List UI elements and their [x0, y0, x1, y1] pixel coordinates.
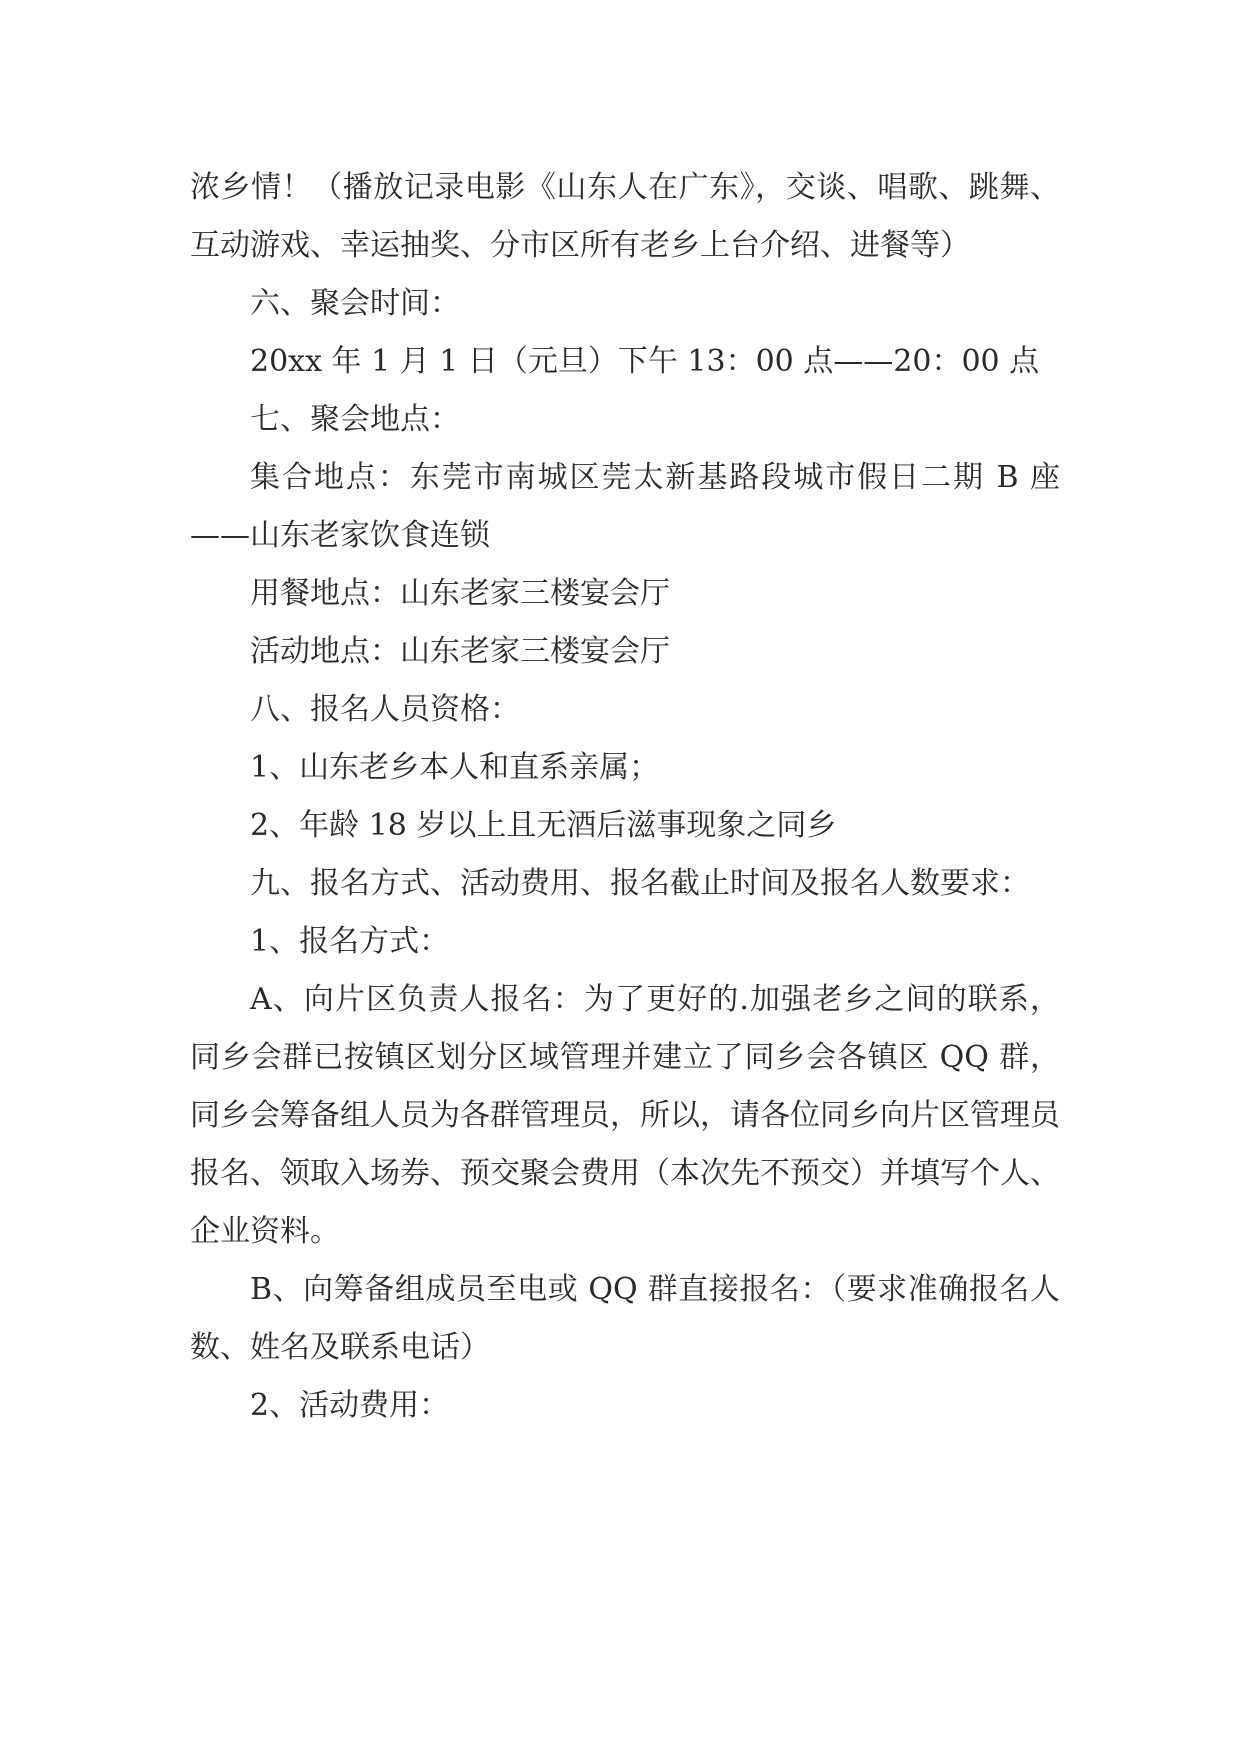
- heading-gathering-time: 六、聚会时间：: [250, 286, 460, 321]
- list-item-eligibility-2: 2、年龄 18 岁以上且无酒后滋事现象之同乡: [250, 808, 837, 843]
- subheading-registration-method: 1、报名方式：: [250, 924, 450, 959]
- document-body: [190, 159, 1060, 1435]
- list-item-eligibility-1: 1、山东老乡本人和直系亲属；: [250, 750, 660, 785]
- heading-registrant-eligibility: 八、报名人员资格：: [250, 692, 520, 727]
- paragraph-assembly-location: 集合地点：东莞市南城区莞太新基路段城市假日二期 B 座——山东老家饮食连锁: [190, 460, 1060, 553]
- paragraph-registration-option-b: B、向筹备组成员至电或 QQ 群直接报名：（要求准确报名人数、姓名及联系电话）: [190, 1272, 1060, 1365]
- paragraph-activity-location: 活动地点：山东老家三楼宴会厅: [250, 634, 670, 669]
- subheading-activity-fee: 2、活动费用：: [250, 1388, 450, 1423]
- heading-registration-details: 九、报名方式、活动费用、报名截止时间及报名人数要求：: [250, 866, 1030, 901]
- paragraph-gathering-time: 20xx 年 1 月 1 日（元旦）下午 13：00 点——20：00 点: [250, 344, 1040, 379]
- paragraph-dining-location: 用餐地点：山东老家三楼宴会厅: [250, 576, 670, 611]
- paragraph-registration-option-a: A、向片区负责人报名：为了更好的.加强老乡之间的联系，同乡会群已按镇区划分区域管理并建立了同乡会各镇区 QQ 群，同乡会筹备组人员为各群管理员，所以，请各位同乡向片区管理员报名、领取入场券、预交聚会费用（本次先不预交）并填写个人、企业资料。: [190, 982, 1060, 1249]
- paragraph-activities-continued: 浓乡情！（播放记录电影《山东人在广东》，交谈、唱歌、跳舞、互动游戏、幸运抽奖、分市区所有老乡上台介绍、进餐等）: [190, 170, 1060, 263]
- heading-gathering-location: 七、聚会地点：: [250, 402, 460, 437]
